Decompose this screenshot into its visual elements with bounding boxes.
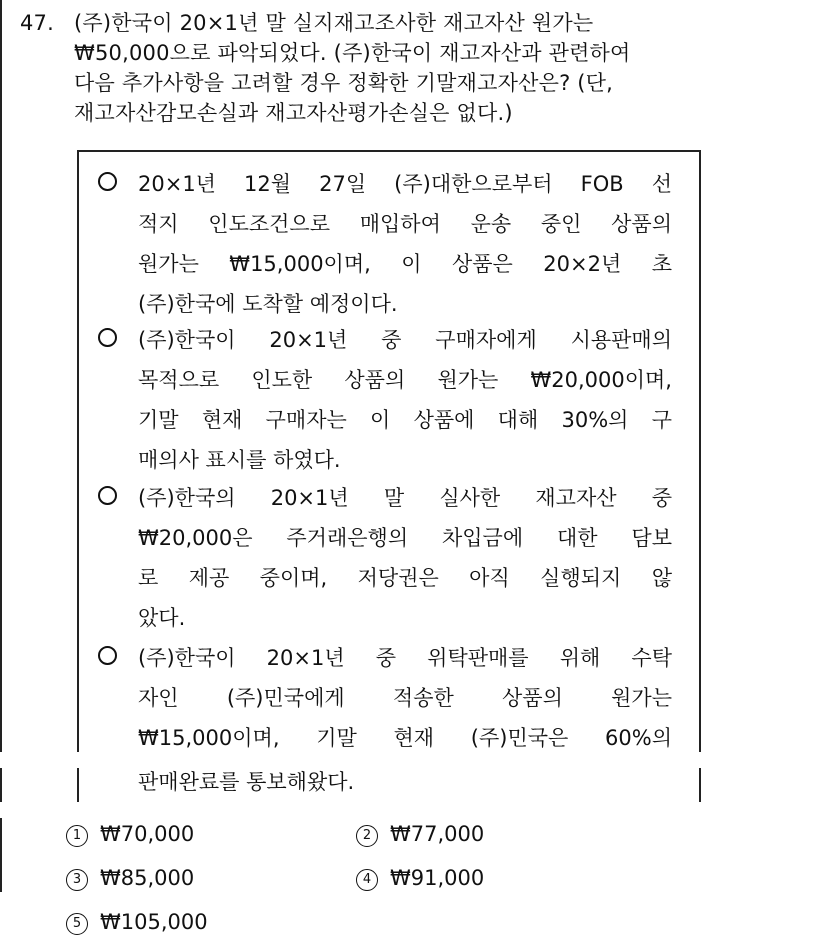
choice-number: 5: [66, 913, 88, 935]
condition-line: 판매완료를 통보해왔다.: [138, 770, 355, 794]
question-number: 47.: [20, 11, 54, 35]
choice-text: ₩91,000: [390, 866, 485, 890]
condition-line: 20×1년 12월 27일 (주)대한으로부터 FOB 선: [138, 172, 672, 196]
condition-line: 목적으로 인도한 상품의 원가는 ₩20,000이며,: [138, 368, 672, 392]
condition-line: 기말 현재 구매자는 이 상품에 대해 30%의 구: [138, 408, 672, 432]
choice-3[interactable]: [66, 866, 194, 891]
condition-line: (주)한국의 20×1년 말 실사한 재고자산 중: [138, 486, 672, 510]
condition-line: 았다.: [138, 606, 186, 630]
choice-number: 1: [66, 825, 88, 847]
left-margin-rule: [0, 768, 2, 802]
condition-line: (주)한국이 20×1년 중 위탁판매를 위해 수탁: [138, 646, 672, 670]
question-line: ₩50,000으로 파악되었다. (주)한국이 재고자산과 관련하여: [74, 41, 631, 65]
choice-number: 2: [356, 825, 378, 847]
circle-bullet-icon: [98, 486, 117, 505]
choice-number: 4: [356, 869, 378, 891]
circle-bullet-icon: [98, 328, 117, 347]
choice-number: 3: [66, 869, 88, 891]
condition-line: (주)한국이 20×1년 중 구매자에게 시용판매의: [138, 328, 672, 352]
choice-5[interactable]: [66, 910, 208, 935]
choice-1[interactable]: [66, 822, 194, 847]
choice-text: ₩85,000: [100, 866, 195, 890]
question-line: (주)한국이 20×1년 말 실지재고조사한 재고자산 원가는: [74, 11, 594, 35]
condition-line: 원가는 ₩15,000이며, 이 상품은 20×2년 초: [138, 252, 672, 276]
circle-bullet-icon: [98, 646, 117, 665]
choice-text: ₩70,000: [100, 822, 195, 846]
question-line: 재고자산감모손실과 재고자산평가손실은 없다.): [74, 101, 513, 125]
choice-2[interactable]: [356, 822, 484, 847]
left-margin-rule: [0, 818, 2, 892]
condition-line: 로 제공 중이며, 저당권은 아직 실행되지 않: [138, 566, 672, 590]
choice-4[interactable]: [356, 866, 484, 891]
condition-line: ₩20,000은 주거래은행의 차입금에 대한 담보: [138, 526, 672, 550]
condition-line: 매의사 표시를 하였다.: [138, 448, 341, 472]
choice-text: ₩105,000: [100, 910, 208, 934]
choice-text: ₩77,000: [390, 822, 485, 846]
condition-line: ₩15,000이며, 기말 현재 (주)민국은 60%의: [138, 726, 672, 750]
condition-line: (주)한국에 도착할 예정이다.: [138, 292, 398, 316]
question-line: 다음 추가사항을 고려할 경우 정확한 기말재고자산은? (단,: [74, 71, 614, 95]
left-margin-rule: [0, 0, 2, 752]
condition-line: 적지 인도조건으로 매입하여 운송 중인 상품의: [138, 212, 672, 236]
circle-bullet-icon: [98, 172, 117, 191]
condition-line: 자인 (주)민국에게 적송한 상품의 원가는: [138, 686, 672, 710]
